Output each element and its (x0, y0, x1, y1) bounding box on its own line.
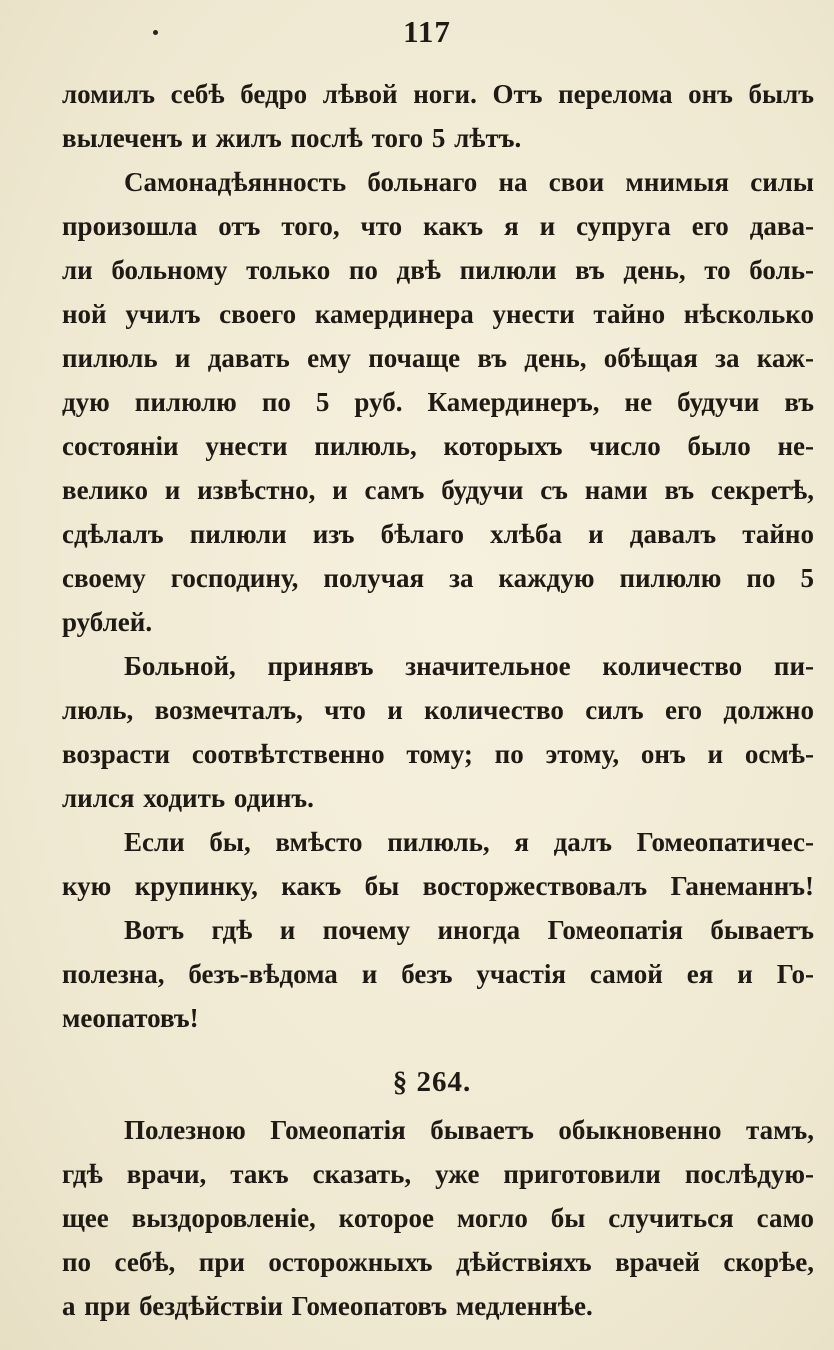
text-line: а при бездѣйствiи Гомеопатовъ медленнѣе. (62, 1291, 593, 1321)
text-line: Вотъ гдѣ и почему иногда Гомеопатiя бываетъ (124, 915, 814, 945)
paragraph-4 (62, 820, 814, 908)
text-line: дую пилюлю по 5 руб. Камердинеръ, не будучи въ (62, 387, 814, 417)
text-line: люль, возмечталъ, что и количество силъ его должно (62, 695, 814, 725)
text-line: гдѣ врачи, такъ сказать, уже приготовили послѣдую- (62, 1159, 814, 1189)
text-line: по себѣ, при осторожныхъ дѣйствiяхъ врачей скорѣе, (62, 1247, 814, 1277)
text-line: Самонадѣянность больнаго на свои мнимыя силы (124, 167, 814, 197)
paragraph-2 (62, 160, 814, 644)
text-line: рублей. (62, 607, 153, 637)
page-number: 117 (403, 14, 451, 49)
paragraph-5 (62, 908, 814, 1040)
text-line: меопатовъ! (62, 1003, 199, 1033)
text-line: Больной, принявъ значительное количество пи- (124, 651, 814, 681)
text-line: пилюль и давать ему почаще въ день, обѣщая за каж- (62, 343, 814, 373)
text-line: вылеченъ и жилъ послѣ того 5 лѣтъ. (62, 123, 522, 153)
text-line: ной училъ своего камердинера унести тайно нѣсколько (62, 299, 814, 329)
text-line: сдѣлалъ пилюли изъ бѣлаго хлѣба и давалъ тайно (62, 519, 814, 549)
text-line: ли больному только по двѣ пилюли въ день, то боль- (62, 255, 814, 285)
text-line: кую крупинку, какъ бы восторжествовалъ Ганеманнъ! (62, 871, 814, 901)
text-line: полезна, безъ-вѣдома и безъ участiя самой ея и Го- (62, 959, 814, 989)
paragraph-1 (62, 72, 814, 160)
text-line: состоянiи унести пилюль, которыхъ число было не- (62, 431, 814, 461)
main-text (62, 72, 814, 1040)
text-line: Если бы, вмѣсто пилюль, я далъ Гомеопатичес- (124, 827, 814, 857)
text-line: лился ходить одинъ. (62, 783, 314, 813)
text-line: своему господину, получая за каждую пилюлю по 5 (62, 563, 814, 593)
section-heading: § 264. (392, 1066, 472, 1098)
text-line: щее выздоровленiе, которое могло бы случиться само (62, 1203, 814, 1233)
text-line: ломилъ себѣ бедро лѣвой ноги. Отъ перелома онъ былъ (62, 79, 814, 109)
text-line: велико и извѣстно, и самъ будучи съ нами въ секретѣ, (62, 475, 814, 505)
text-line: произошла отъ того, что какъ я и супруга его дава- (62, 211, 814, 241)
section-text (62, 1108, 814, 1328)
text-line: возрасти соотвѣтственно тому; по этому, онъ и осмѣ- (62, 739, 814, 769)
text-line: Полезною Гомеопатiя бываетъ обыкновенно тамъ, (124, 1115, 814, 1145)
paragraph-3 (62, 644, 814, 820)
